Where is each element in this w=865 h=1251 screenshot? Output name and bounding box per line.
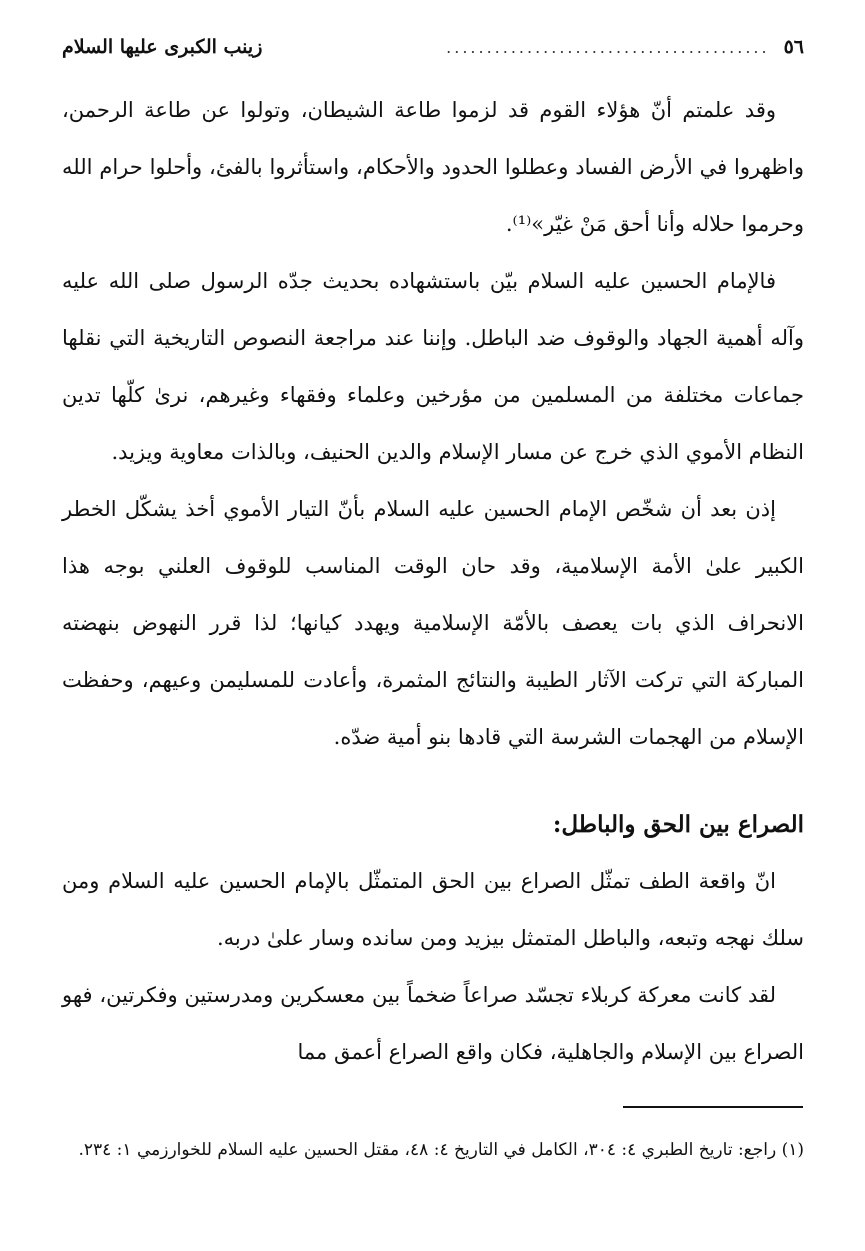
paragraph-jihad: فالإمام الحسين عليه السلام بيّن باستشهاده بحديث جدّه الرسول صلى الله عليه وآله أهمية الجهاد والوقوف ضد الباطل. وإننا عند مراجعة النصوص التاريخية التي نقلها جماعات مختلفة من المسلمين من مؤرخين وعلماء وفقهاء وغيرهم، نرىٰ كلّها تدين النظام الأموي الذي خرج عن مسار الإسلام والدين الحنيف، وبالذات معاوية ويزيد. <box>62 269 804 464</box>
footnote-divider <box>623 1106 803 1108</box>
page-number: ٥٦ <box>783 36 804 58</box>
running-head <box>62 30 804 64</box>
section-heading: الصراع بين الحق والباطل: <box>552 811 804 838</box>
paragraph-uprising: إذن بعد أن شخّص الإمام الحسين عليه السلام بأنّ التيار الأموي أخذ يشكّل الخطر الكبير علىٰ الأمة الإسلامية، وقد حان الوقت المناسب للوقوف العلني بوجه هذا الانحراف الذي بات يعصف بالأمّة الإسلامية ويهدد كيانها؛ لذا قرر النهوض بنهضته المباركة التي تركت الآثار الطيبة والنتائج المثمرة، وأعادت للمسليمن وعيهم، وحفظت الإسلام من الهجمات الشرسة التي قادها بنو أمية ضدّه. <box>62 497 804 749</box>
footnote-text: (١) راجع: تاريخ الطبري ٤: ٣٠٤، الكامل في التاريخ ٤: ٤٨، مقتل الحسين عليه السلام للخوارزمي ١: ٢٣٤. <box>78 1140 804 1160</box>
footnote <box>62 1128 804 1172</box>
book-title: زينب الكبرى عليها السلام <box>62 36 263 58</box>
body-text <box>62 82 804 1081</box>
paragraph-taff: انّ واقعة الطف تمثّل الصراع بين الحق المتمثّل بالإمام الحسين عليه السلام ومن سلك نهجه وتبعه، والباطل المتمثل بيزيد ومن سانده وسار علىٰ دربه. <box>62 869 804 950</box>
paragraph-quote-end: وقد علمتم أنّ هؤلاء القوم قد لزموا طاعة الشيطان، وتولوا عن طاعة الرحمن، واظهروا في الأرض الفساد وعطلوا الحدود والأحكام، واستأثروا بالفئ، وأحلوا حرام الله وحرموا حلاله وأنا أحق مَنْ غيّر»⁽¹⁾. <box>62 98 804 236</box>
leader-dots: ........................................ <box>446 37 770 57</box>
paragraph-karbala: لقد كانت معركة كربلاء تجسّد صراعاً ضخماً بين معسكرين ومدرستين وفكرتين، فهو الصراع بين الإسلام والجاهلية، فكان واقع الصراع أعمق مما <box>62 983 804 1064</box>
